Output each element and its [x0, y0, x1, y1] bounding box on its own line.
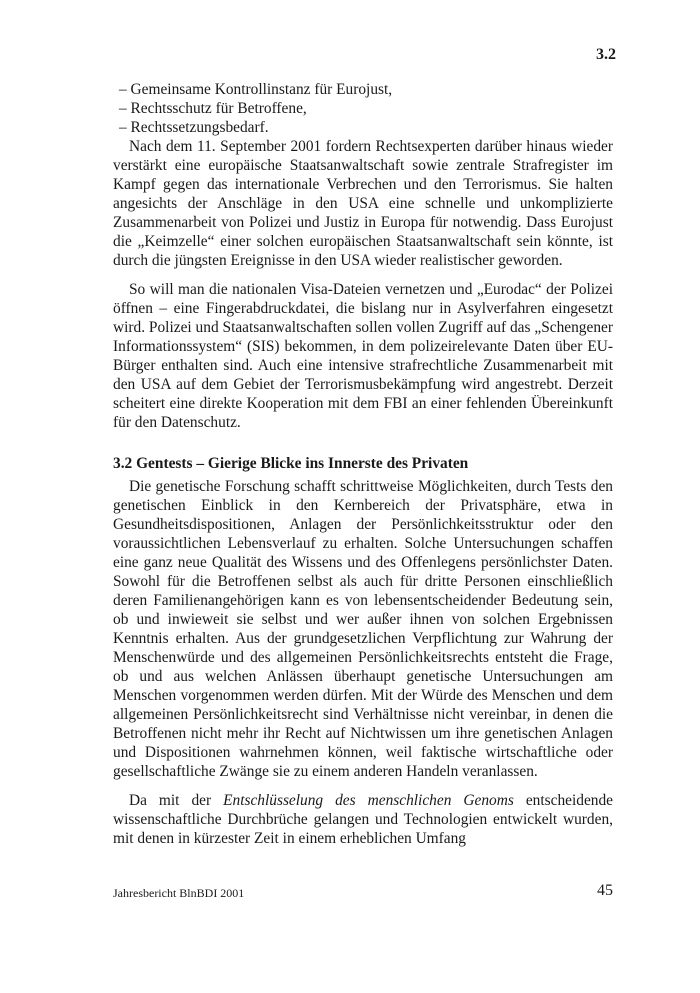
section-heading: 3.2 Gentests – Gierige Blicke ins Innerste des Privaten	[113, 455, 469, 472]
list-item: – Gemeinsame Kontrollinstanz für Eurojust,	[113, 80, 613, 99]
paragraph-eurojust: Nach dem 11. September 2001 fordern Rechtsexperten darüber hinaus wieder verstärkt eine europäische Staatsanwaltschaft sowie zentrale Strafregister im Kampf gegen das internationale Verbrechen und den Terrorismus. Sie halten angesichts der Anschläge in den USA eine schnelle und unkomplizierte Zusammenarbeit von Polizei und Justiz in Europa für notwendig. Dass Eurojust die „Keimzelle“ einer solchen europäischen Staatsanwaltschaft sein könnte, ist durch die jüngsten Ereignisse in den USA wieder realistischer geworden.	[113, 138, 613, 269]
paragraph-visa-dateien: So will man die nationalen Visa-Dateien vernetzen und „Eurodac“ der Polizei öffnen – eine Fingerabdruckdatei, die bislang nur in Asylverfahren eingesetzt wird. Polizei und Staatsanwaltschaften sollen vollen Zugriff auf das „Schengener Informationssystem“ (SIS) bekommen, in dem polizeirelevante Daten über EU-Bürger enthalten sind. Auch eine intensive strafrechtliche Zusammenarbeit mit den USA auf dem Gebiet der Terrorismusbekämpfung wird angestrebt. Derzeit scheitert eine direkte Kooperation mit dem FBI an einer fehlenden Übereinkunft für den Datenschutz.	[113, 281, 613, 431]
header-section-number: 3.2	[596, 46, 616, 63]
paragraph-entschluesselung	[113, 791, 613, 848]
list-item: – Rechtssetzungsbedarf.	[113, 118, 613, 137]
footer-report-title: Jahresbericht BlnBDI 2001	[113, 886, 245, 900]
paragraph-text: entscheidende wissenschaftliche Durchbrüche gelangen und Technologien entwickelt wurden, mit denen in kürzester Zeit in einem erheblichen Umfang	[113, 792, 613, 847]
page-body	[113, 80, 613, 858]
bullet-list	[113, 80, 613, 137]
list-item: – Rechtsschutz für Betroffene,	[113, 99, 613, 118]
paragraph-text: Da mit der	[129, 792, 224, 809]
footer-page-number: 45	[597, 882, 613, 899]
emphasis-text: Entschlüsselung des menschlichen Genoms	[223, 792, 514, 809]
paragraph-genetische-forschung: Die genetische Forschung schafft schrittweise Möglichkeiten, durch Tests den genetischen Einblick in den Kernbereich der Privatsphäre, etwa in Gesundheitsdispositionen, Anlagen der Persönlichkeitsstruktur oder den voraussichtlichen Lebensverlauf zu erhalten. Solche Untersuchungen schaffen eine ganz neue Qualität des Wissens und des Offenlegens persönlichster Daten. Sowohl für die Betroffenen selbst als auch für dritte Personen einschließlich deren Familienangehörigen kann es von lebensentscheidender Bedeutung sein, ob und inwieweit sie selbst und wer außer ihnen von solchen Ergebnissen Kenntnis erhalten. Aus der grundgesetzlichen Verpflichtung zur Wahrung der Menschenwürde und des allgemeinen Persönlichkeitsrechts entsteht die Frage, ob und aus welchen Anlässen überhaupt genetische Untersuchungen am Menschen vorgenommen werden dürfen. Mit der Würde des Menschen und dem allgemeinen Persönlichkeitsrecht sind Verhältnisse nicht vereinbar, in denen die Betroffenen nicht mehr ihr Recht auf Nichtwissen um ihre genetischen Anlagen und Dispositionen wahrnehmen können, weil faktische wirtschaftliche oder gesellschaftliche Zwänge sie zu einem anderen Handeln veranlassen.	[113, 478, 613, 780]
